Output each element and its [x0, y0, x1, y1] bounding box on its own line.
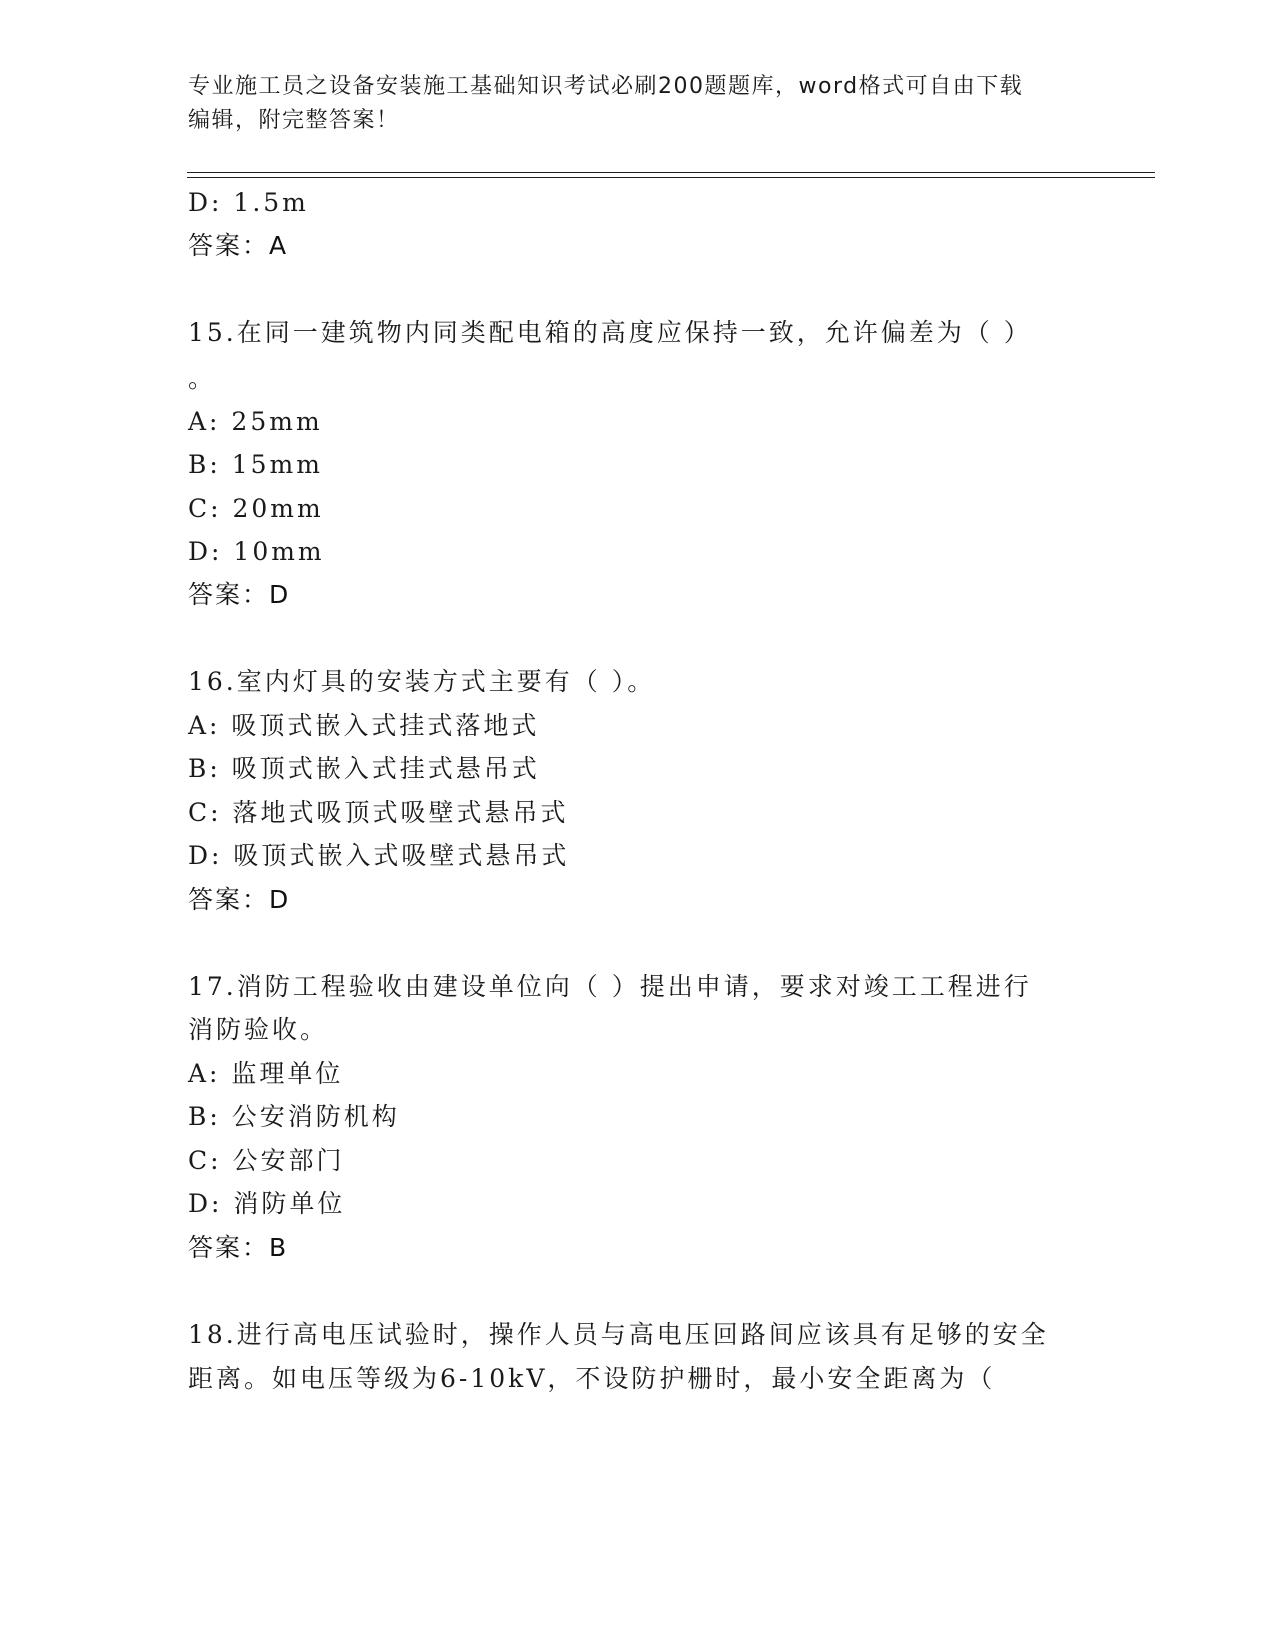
- q17-option-a: A: 监理单位: [188, 1059, 344, 1088]
- q16-answer: 答案：D: [188, 885, 291, 914]
- q16-option-c: C: 落地式吸顶式吸壁式悬吊式: [188, 798, 569, 827]
- q17-text-line-1: 17.消防工程验收由建设单位向（ ）提出申请，要求对竣工工程进行: [188, 972, 1032, 1001]
- q17-option-c: C: 公安部门: [188, 1146, 345, 1175]
- q18-text-line-2: 距离。如电压等级为6-10kV，不设防护栅时，最小安全距离为（: [188, 1364, 996, 1393]
- header-title-line-1: 专业施工员之设备安装施工基础知识考试必刷200题题库，word格式可自由下载: [188, 74, 1024, 99]
- q17-answer: 答案：B: [188, 1233, 289, 1262]
- q15-option-c: C: 20mm: [188, 494, 324, 523]
- q15-option-a: A: 25mm: [188, 407, 323, 436]
- header-rule-top: [187, 172, 1155, 173]
- q16-option-b: B: 吸顶式嵌入式挂式悬吊式: [188, 754, 540, 783]
- prev-answer: 答案：A: [188, 231, 289, 260]
- header-title-line-2: 编辑，附完整答案！: [188, 108, 400, 133]
- q15-text-line-2: 。: [188, 364, 217, 393]
- header-rule-bottom: [187, 177, 1155, 178]
- q15-text-line-1: 15.在同一建筑物内同类配电箱的高度应保持一致，允许偏差为（ ）: [188, 318, 1032, 347]
- q15-option-d: D: 10mm: [188, 537, 325, 566]
- prev-option-d: D: 1.5m: [188, 188, 309, 217]
- q15-option-b: B: 15mm: [188, 450, 323, 479]
- q18-text-line-1: 18.进行高电压试验时，操作人员与高电压回路间应该具有足够的安全: [188, 1320, 1049, 1349]
- q15-answer: 答案：D: [188, 580, 291, 609]
- q17-option-d: D: 消防单位: [188, 1189, 346, 1218]
- q17-text-line-2: 消防验收。: [188, 1015, 329, 1044]
- q16-text-line-1: 16.室内灯具的安装方式主要有（ ）。: [188, 667, 656, 696]
- q16-option-a: A: 吸顶式嵌入式挂式落地式: [188, 711, 540, 740]
- q16-option-d: D: 吸顶式嵌入式吸壁式悬吊式: [188, 841, 570, 870]
- q17-option-b: B: 公安消防机构: [188, 1102, 400, 1131]
